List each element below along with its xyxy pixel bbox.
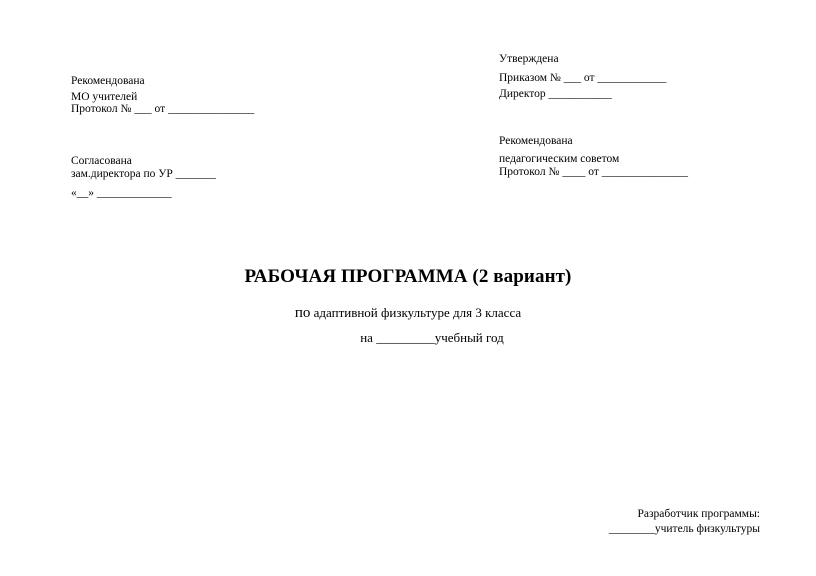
mo-line: МО учителей bbox=[71, 91, 138, 103]
subtitle-rest: адаптивной физкультуре для 3 класса bbox=[310, 305, 522, 320]
deputy-line: зам.директора по УР _______ bbox=[71, 168, 216, 180]
subtitle bbox=[0, 305, 816, 322]
agreed-label: Согласована bbox=[71, 155, 132, 167]
date-line: «__» _____________ bbox=[71, 187, 172, 199]
recommended-label-left: Рекомендована bbox=[71, 75, 145, 87]
document-title: РАБОЧАЯ ПРОГРАММА (2 вариант) bbox=[244, 266, 572, 287]
protocol-line-right: Протокол № ____ от _______________ bbox=[499, 166, 688, 178]
teacher-line: ________учитель физкультуры bbox=[608, 523, 760, 535]
council-line: педагогическим советом bbox=[499, 153, 620, 165]
developer-label: Разработчик программы: bbox=[637, 508, 760, 520]
recommended-label-right: Рекомендована bbox=[499, 135, 573, 147]
director-line: Директор ___________ bbox=[499, 88, 612, 100]
year-line: на _________учебный год bbox=[360, 330, 504, 345]
order-line: Приказом № ___ от ____________ bbox=[499, 72, 667, 84]
subtitle-prefix: по bbox=[294, 305, 311, 321]
approved-label: Утверждена bbox=[499, 53, 559, 65]
protocol-line-left: Протокол № ___ от _______________ bbox=[71, 103, 255, 115]
